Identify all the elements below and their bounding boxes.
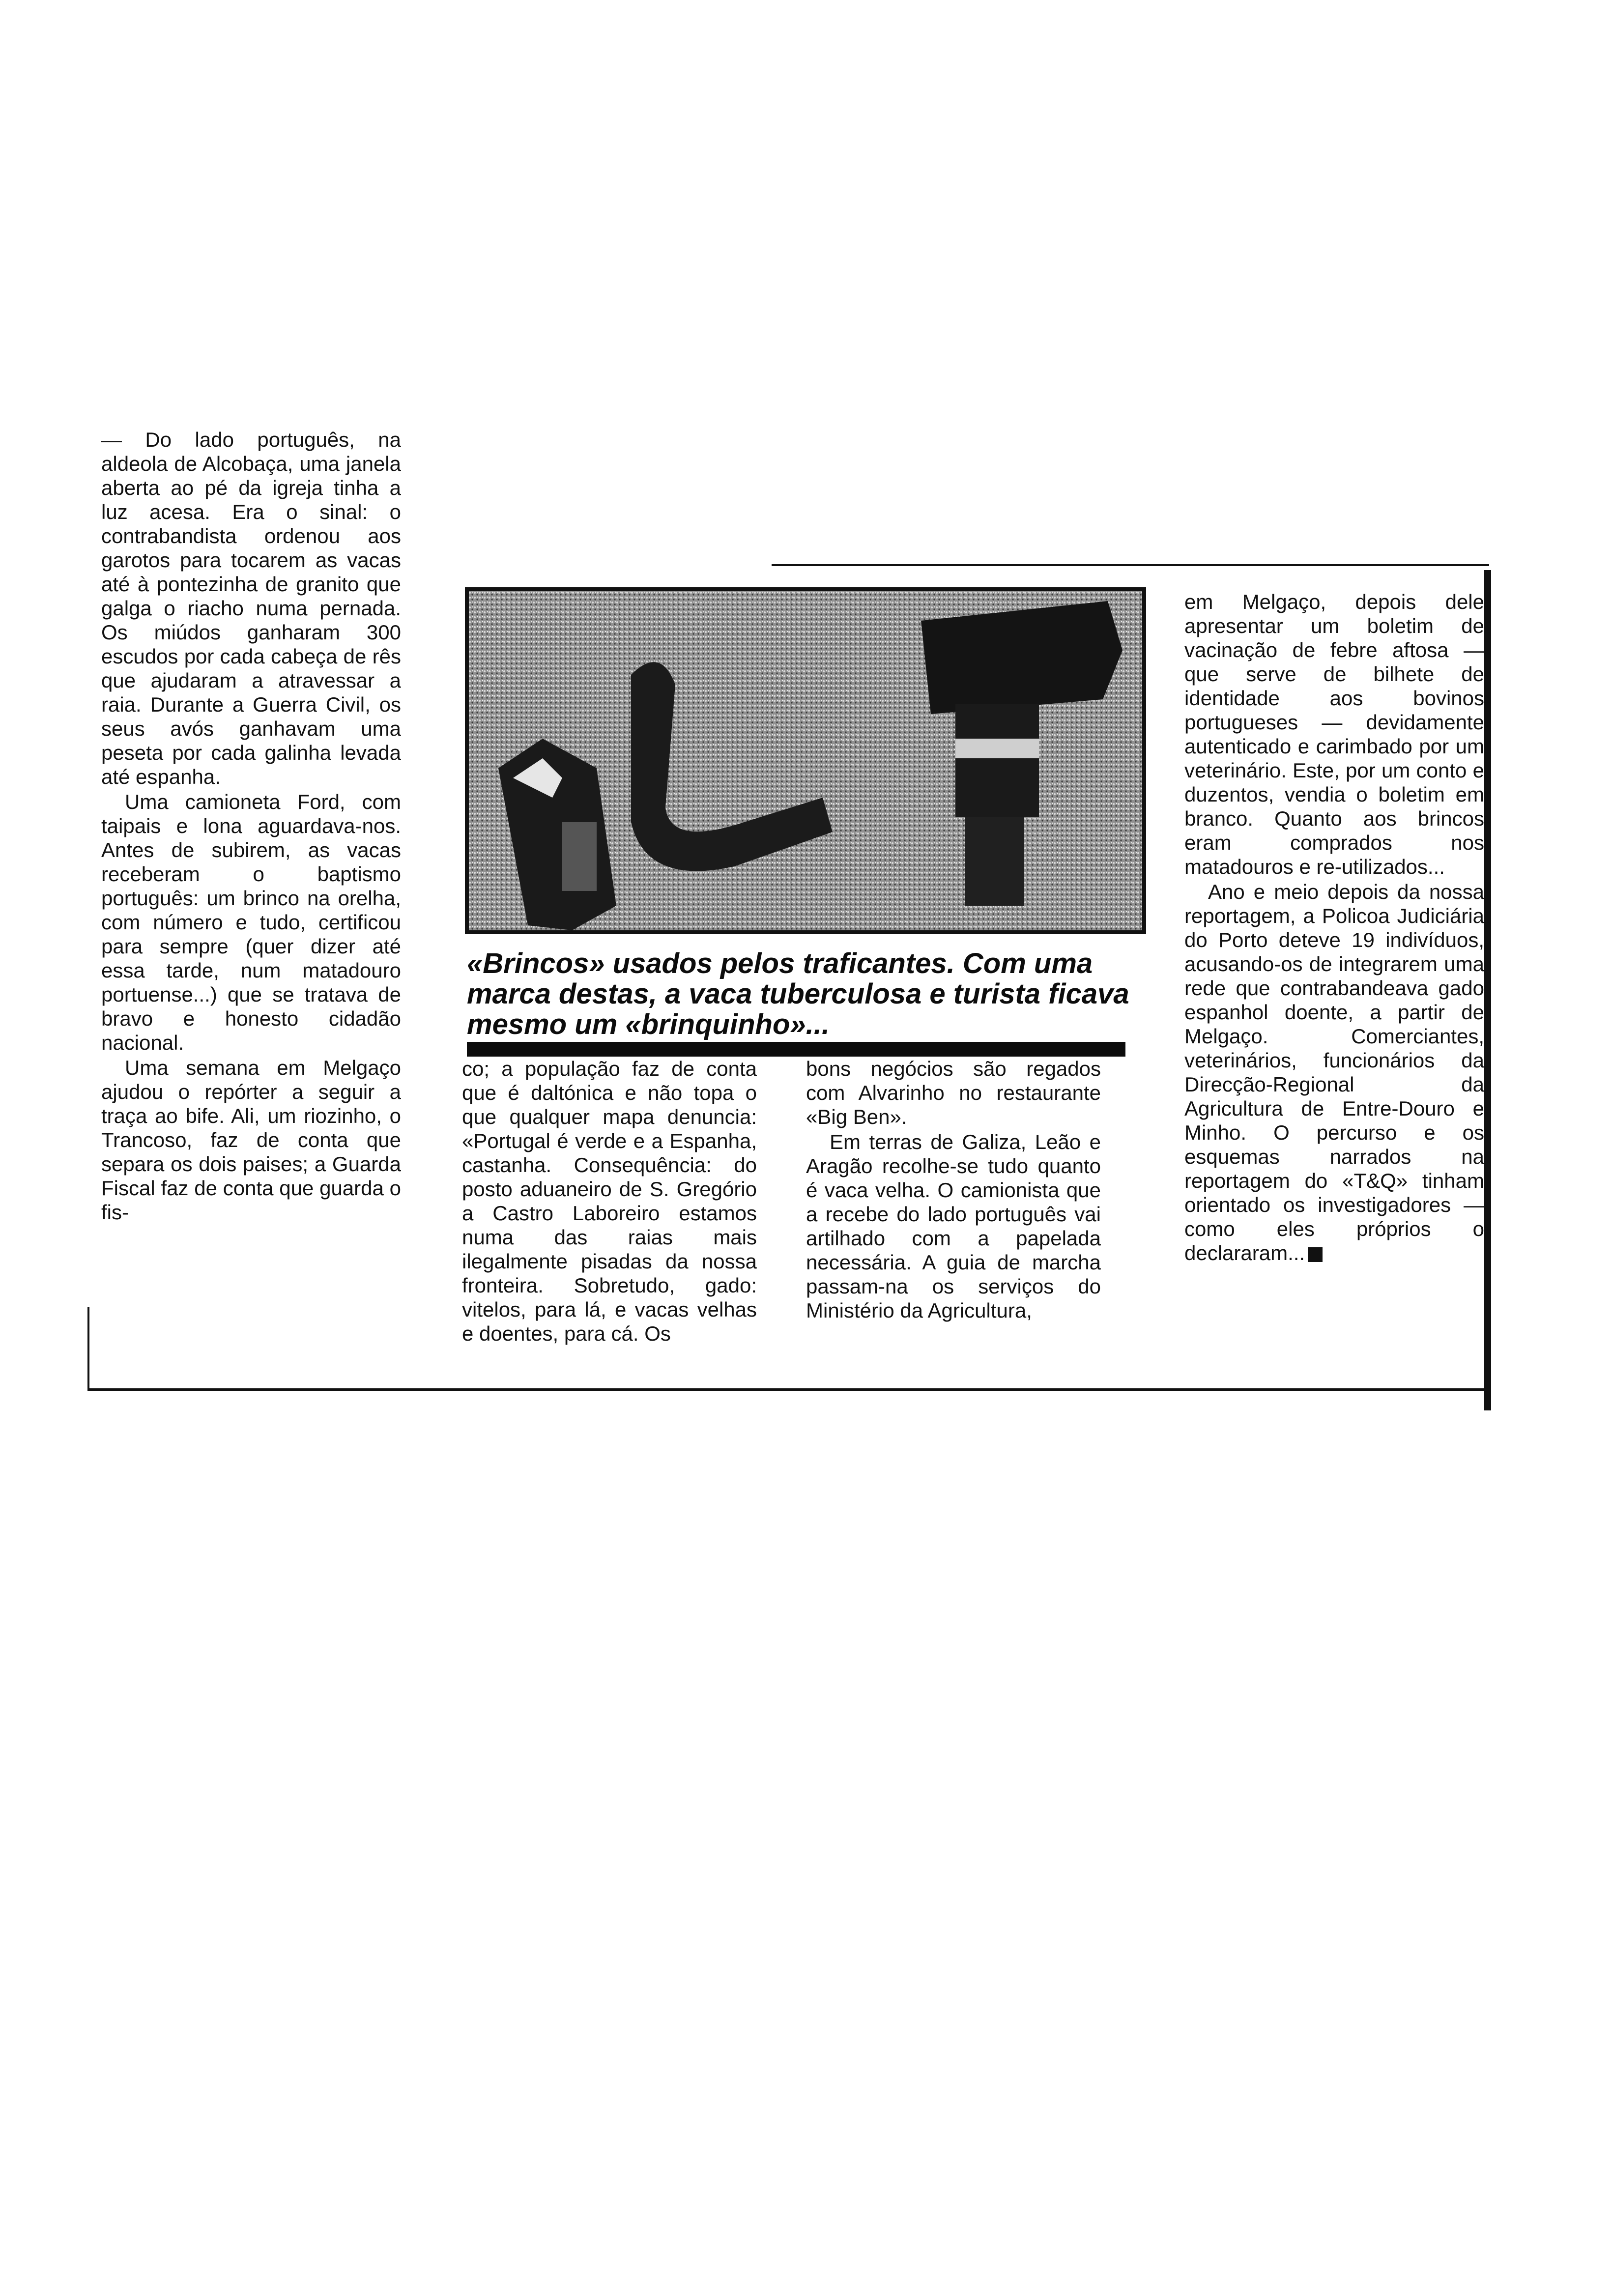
article-column-4 xyxy=(1184,590,1484,1266)
paragraph-text: Ano e meio depois da nossa reportagem, a Policoa Judiciária do Porto deteve 19 indivíduos, acusando-os de integrarem uma rede que contrabandeava gado espanhol doente, a partir de Melgaço. Comerciantes, veterinários, funcionários da Direcção-Regional da Agricultura de Entre-Douro e Minho. O percurso e os esquemas narrados na reportagem do «T&Q» tinham orientado os investigadores — como eles próprios o declararam... xyxy=(1184,880,1484,1264)
photo-image xyxy=(469,591,1142,930)
paragraph xyxy=(1184,880,1484,1265)
article-column-1 xyxy=(101,428,401,1225)
earring-tags-photo xyxy=(465,587,1146,934)
paragraph: em Melgaço, depois dele apresentar um boletim de vacinação de febre aftosa — que serve de bilhete de identidade aos bovinos portugueses — devidamente autenticado e carimbado por um veterinário. Este, por um conto e duzentos, vendia o boletim em branco. Quanto aos brincos eram comprados nos matadouros e re-utilizados... xyxy=(1184,590,1484,878)
article-column-2 xyxy=(462,1057,757,1347)
caption-underline-bar xyxy=(467,1042,1125,1057)
paragraph: Uma semana em Melgaço ajudou o repórter a seguir a traça ao bife. Ali, um riozinho, o Trancoso, faz de conta que separa os dois paises; a Guarda Fiscal faz de conta que guarda o fis- xyxy=(101,1056,401,1224)
paragraph: bons negócios são regados com Alvarinho no restaurante «Big Ben». xyxy=(806,1057,1101,1128)
article-column-3 xyxy=(806,1057,1101,1323)
newspaper-clipping xyxy=(74,383,1494,1430)
bottom-rule xyxy=(88,1388,1487,1391)
left-rule xyxy=(87,1307,89,1391)
top-rule xyxy=(772,564,1489,566)
right-border xyxy=(1484,570,1491,1410)
paragraph: Uma camioneta Ford, com taipais e lona aguardava-nos. Antes de subirem, as vacas receberam o baptismo português: um brinco na orelha, com número e tudo, certificou para sempre (quer dizer até essa tarde, num matadouro portuense...) que se tratava de bravo e honesto cidadão nacional. xyxy=(101,790,401,1054)
paragraph: co; a população faz de conta que é daltónica e não topa o que qualquer mapa denuncia: «Portugal é verde e a Espanha, castanha. Consequência: do posto aduaneiro de S. Gregório a Castro Laboreiro estamos numa das raias mais ilegalmente pisadas da nossa fronteira. Sobretudo, gado: vitelos, para lá, e vacas velhas e doentes, para cá. Os xyxy=(462,1057,757,1345)
photo-caption: «Brincos» usados pelos traficantes. Com uma marca destas, a vaca tuberculosa e turista ficava mesmo um «brinquinho»... xyxy=(467,947,1129,1040)
end-mark-icon xyxy=(1308,1247,1323,1262)
paragraph: — Do lado português, na aldeola de Alcobaça, uma janela aberta ao pé da igreja tinha a luz acesa. Era o sinal: o contrabandista ordenou aos garotos para tocarem as vacas até à pontezinha de granito que galga o riacho numa pernada. Os miúdos ganharam 300 escudos por cada cabeça de rês que ajudaram a atravessar a raia. Durante a Guerra Civil, os seus avós ganhavam uma peseta por cada galinha levada até espanha. xyxy=(101,428,401,788)
paragraph: Em terras de Galiza, Leão e Aragão recolhe-se tudo quanto é vaca velha. O camionista que a recebe do lado português vai artilhado com a papelada necessária. A guia de marcha passam-na os serviços do Ministério da Agricultura, xyxy=(806,1130,1101,1322)
